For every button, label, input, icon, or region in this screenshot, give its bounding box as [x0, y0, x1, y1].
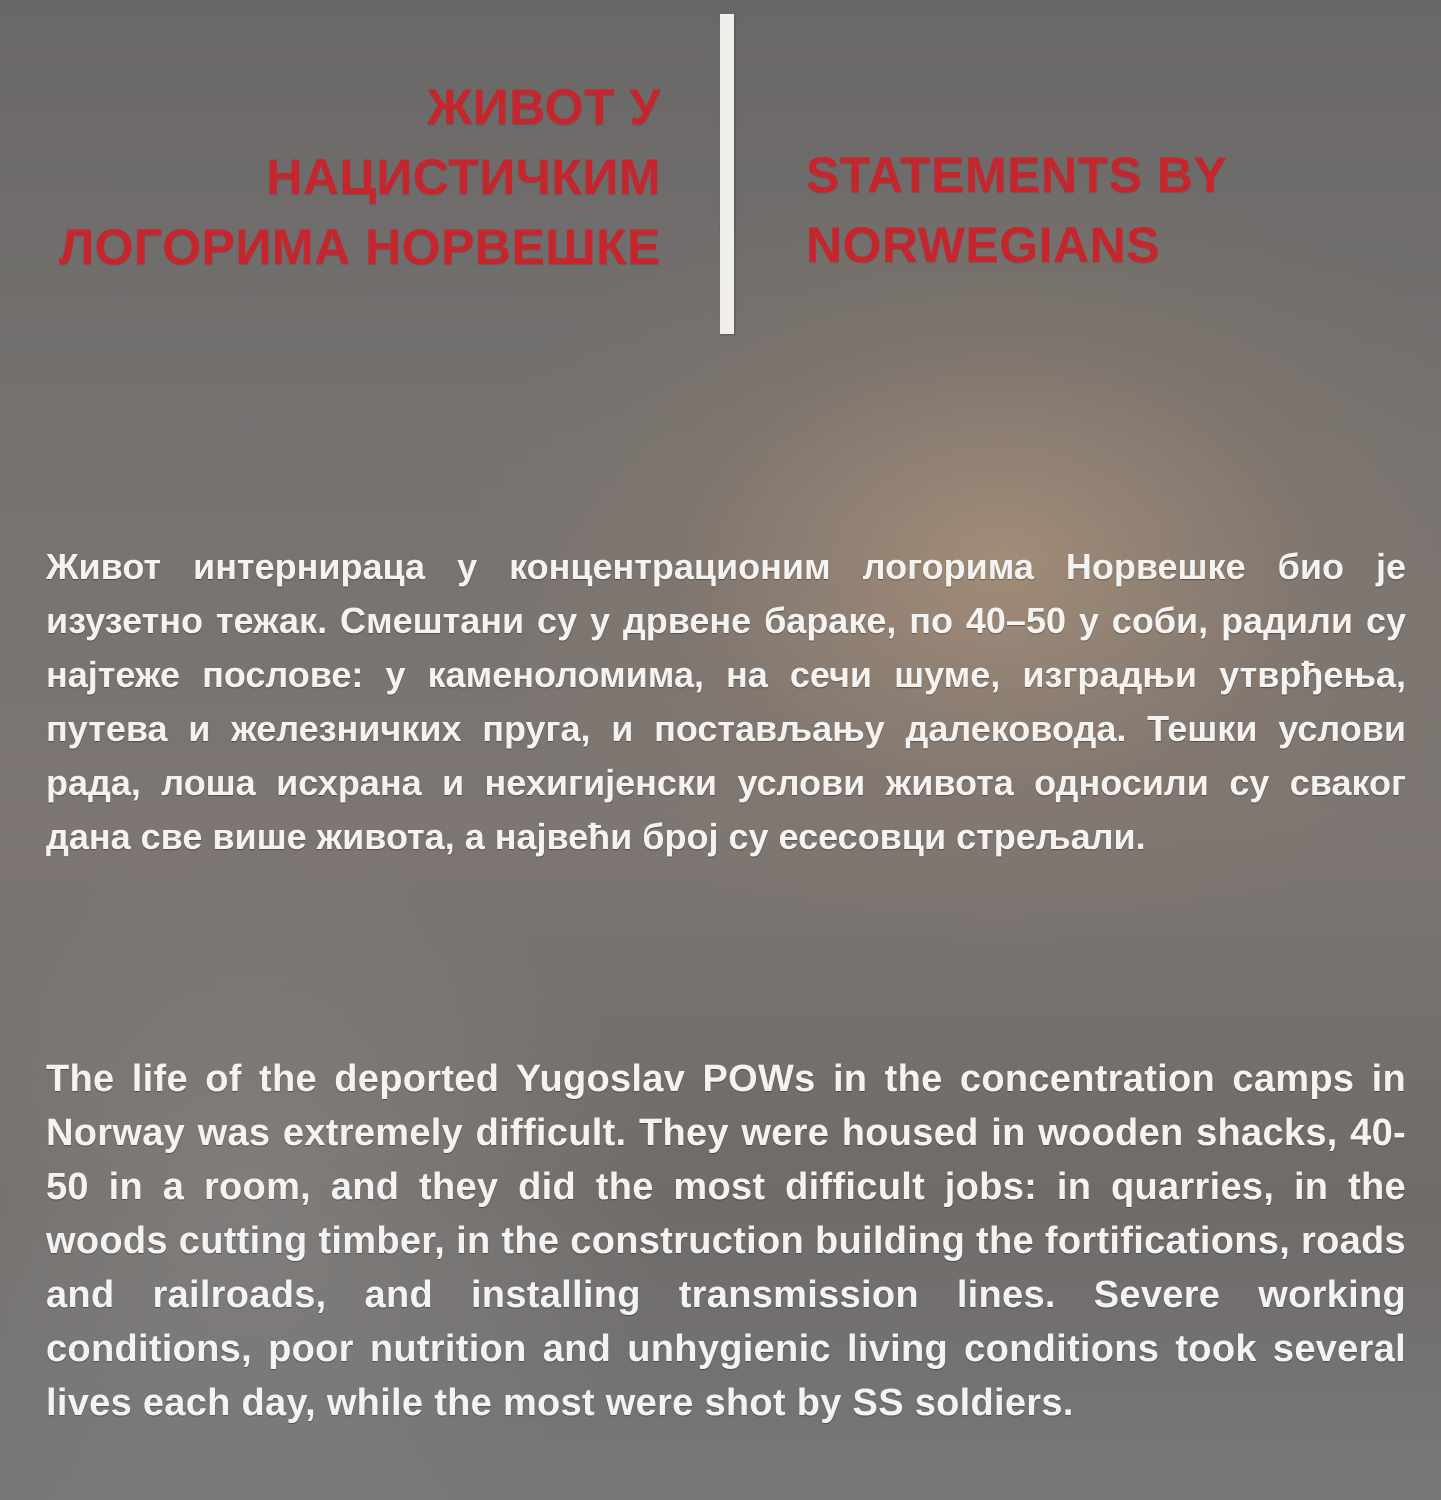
heading-serbian-line: ЛОГОРИМА НОРВЕШКЕ	[59, 219, 661, 275]
heading-serbian-line: ЖИВОТ У	[427, 79, 661, 135]
vertical-divider	[720, 14, 734, 334]
heading-serbian	[59, 72, 661, 282]
heading-english-line: NORWEGIANS	[806, 217, 1161, 273]
paragraph-english: The life of the deported Yugoslav POWs in the concentration camps in Norway was extremely difficult. They were housed in wooden shacks, 40-50 in a room, and they did the most difficult jobs: in quarries, in the woods cutting timber, in the construction building the fortifications, roads and railroads, and installing transmission lines. Severe working conditions, poor nutrition and unhygienic living conditions took several lives each day, while the most were shot by SS soldiers.	[46, 1058, 1406, 1424]
heading-english	[806, 140, 1227, 280]
heading-english-line: STATEMENTS BY	[806, 147, 1228, 203]
heading-serbian-line: НАЦИСТИЧКИМ	[266, 149, 661, 205]
paragraph-serbian: Живот интернираца у концентрационим логорима Норвешке био је изузетно тежак. Смештани су у дрвене бараке, по 40–50 у соби, радили су најтеже послове: у каменоломима, на сечи шуме, изградњи утврђења, путева и железничких пруга, и постављању далековода. Тешки услови рада, лоша исхрана и нехигијенски услови живота односили су сваког дана све више живота, а највећи број су есесовци стрељали.	[46, 546, 1406, 857]
